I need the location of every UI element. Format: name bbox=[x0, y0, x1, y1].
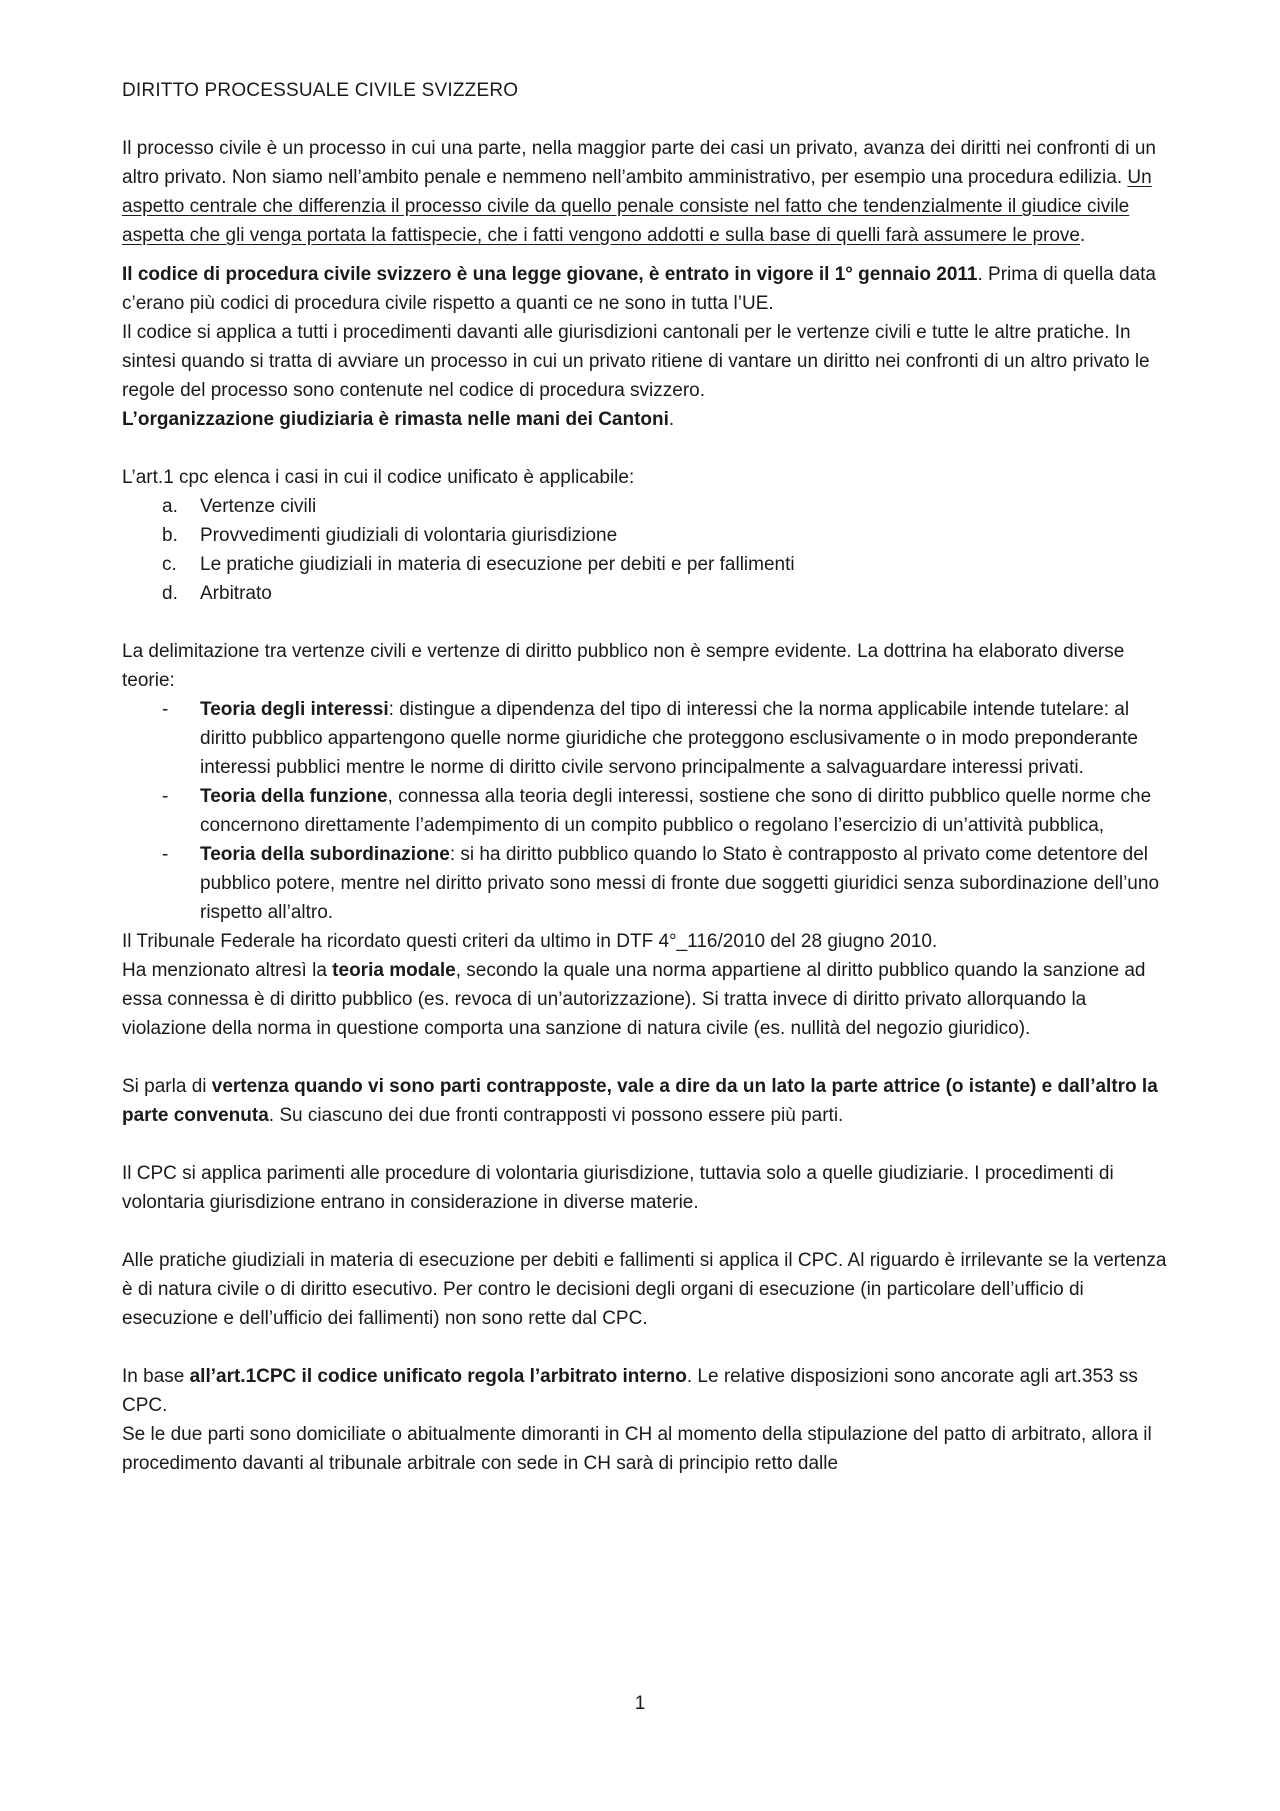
paragraph-enforcement: Alle pratiche giudiziali in materia di esecuzione per debiti e fallimenti si applica il CPC. Al riguardo è irrilevante se la vertenza è di natura civile o di diritto esecutivo. Per contro le decisioni degli organi di esecuzione (in particolare dell’ufficio di esecuzione e dell’ufficio dei fallimenti) non sono rette dal CPC. bbox=[122, 1250, 1167, 1329]
page-number: 1 bbox=[634, 1693, 646, 1714]
paragraph-code-entry: Il codice di procedura civile svizzero è una legge giovane, è entrato in vigore il 1° gennaio 2011. Prima di quella data c’erano più codici di procedura civile rispetto a quanti ce ne sono in tutta l’UE. bbox=[122, 264, 1156, 314]
list-item: - Teoria della subordinazione: si ha diritto pubblico quando lo Stato è contrapposto al privato come detentore del pubblico potere, mentre nel diritto privato sono messi di fronte due soggetti giuridici senza subordinazione dell’uno rispetto all’altro. bbox=[162, 844, 1160, 923]
list-item: - Teoria della funzione, connessa alla teoria degli interessi, sostiene che sono di diritto pubblico quelle norme che concernono direttamente l’adempimento di un compito pubblico o regolano l’esercizio di un’attività pubblica, bbox=[162, 786, 1152, 836]
underlined-passage: Un aspetto centrale che differenzia il processo civile da quello penale consiste nel fatto che tendenzialmente il giudice civile aspetta che gli venga portata la fattispecie, che i fatti vengono addotti e sulla base di quelli farà assumere le prove bbox=[122, 167, 1152, 246]
list-item: d. Arbitrato bbox=[162, 583, 272, 604]
document-body bbox=[122, 76, 1168, 1478]
paragraph-code-scope: Il codice si applica a tutti i procedimenti davanti alle giurisdizioni cantonali per le vertenze civili e tutte le altre pratiche. In sintesi quando si tratta di avviare un processo in cui un privato ritiene di vantare un diritto nei confronti di un altro privato le regole del processo sono contenute nel codice di procedura svizzero. bbox=[122, 322, 1150, 401]
paragraph-intro: Il processo civile è un processo in cui una parte, nella maggior parte dei casi un privato, avanza dei diritti nei confronti di un altro privato. Non siamo nell’ambito penale e nemmeno nell’ambito amministrativo, per esempio una procedura edilizia. Un aspetto centrale che differenzia il processo civile da quello penale consiste nel fatto che tendenzialmente il giudice civile aspetta che gli venga portata la fattispecie, che i fatti vengono addotti e sulla base di quelli farà assumere le prove. bbox=[122, 138, 1156, 246]
list-item: c. Le pratiche giudiziali in materia di esecuzione per debiti e per fallimenti bbox=[162, 554, 795, 575]
list-item: - Teoria degli interessi: distingue a dipendenza del tipo di interessi che la norma applicabile intende tutelare: al diritto pubblico appartengono quelle norme giuridiche che proteggono esclusivamente o in modo preponderante interessi pubblici mentre le norme di diritto civile servono principalmente a salvaguardare interessi privati. bbox=[162, 699, 1138, 778]
theories-list bbox=[122, 695, 1168, 927]
paragraph-domicile: Se le due parti sono domiciliate o abitualmente dimoranti in CH al momento della stipulazione del patto di arbitrato, allora il procedimento davanti al tribunale arbitrale con sede in CH sarà di principio retto dalle bbox=[122, 1424, 1152, 1474]
paragraph-arbitration: In base all’art.1CPC il codice unificato regola l’arbitrato interno. Le relative disposizioni sono ancorate agli art.353 ss CPC. bbox=[122, 1366, 1138, 1416]
paragraph-organization: L’organizzazione giudiziaria è rimasta nelle mani dei Cantoni. bbox=[122, 409, 675, 430]
document-title: DIRITTO PROCESSUALE CIVILE SVIZZERO bbox=[122, 80, 519, 101]
paragraph-modal-theory: Ha menzionato altresì la teoria modale, secondo la quale una norma appartiene al diritto pubblico quando la sanzione ad essa connessa è di diritto pubblico (es. revoca di un’autorizzazione). Si tratta invece di diritto privato allorquando la violazione della norma in questione comporta una sanzione di natura civile (es. nullità del negozio giuridico). bbox=[122, 960, 1146, 1039]
list-item: b. Provvedimenti giudiziali di volontaria giurisdizione bbox=[162, 525, 618, 546]
paragraph-tribunal: Il Tribunale Federale ha ricordato questi criteri da ultimo in DTF 4°_116/2010 del 28 giugno 2010. bbox=[122, 931, 938, 952]
paragraph-art1: L’art.1 cpc elenca i casi in cui il codice unificato è applicabile: bbox=[122, 467, 635, 488]
paragraph-vertenza: Si parla di vertenza quando vi sono parti contrapposte, vale a dire da un lato la parte attrice (o istante) e dall’altro la parte convenuta. Su ciascuno dei due fronti contrapposti vi possono essere più parti. bbox=[122, 1076, 1158, 1126]
art1-cases-list bbox=[122, 492, 1168, 608]
list-item: a. Vertenze civili bbox=[162, 496, 317, 517]
paragraph-delimitation: La delimitazione tra vertenze civili e vertenze di diritto pubblico non è sempre evidente. La dottrina ha elaborato diverse teorie: bbox=[122, 641, 1125, 691]
paragraph-voluntary-jurisdiction: Il CPC si applica parimenti alle procedure di volontaria giurisdizione, tuttavia solo a quelle giudiziarie. I procedimenti di volontaria giurisdizione entrano in considerazione in diverse materie. bbox=[122, 1163, 1114, 1213]
